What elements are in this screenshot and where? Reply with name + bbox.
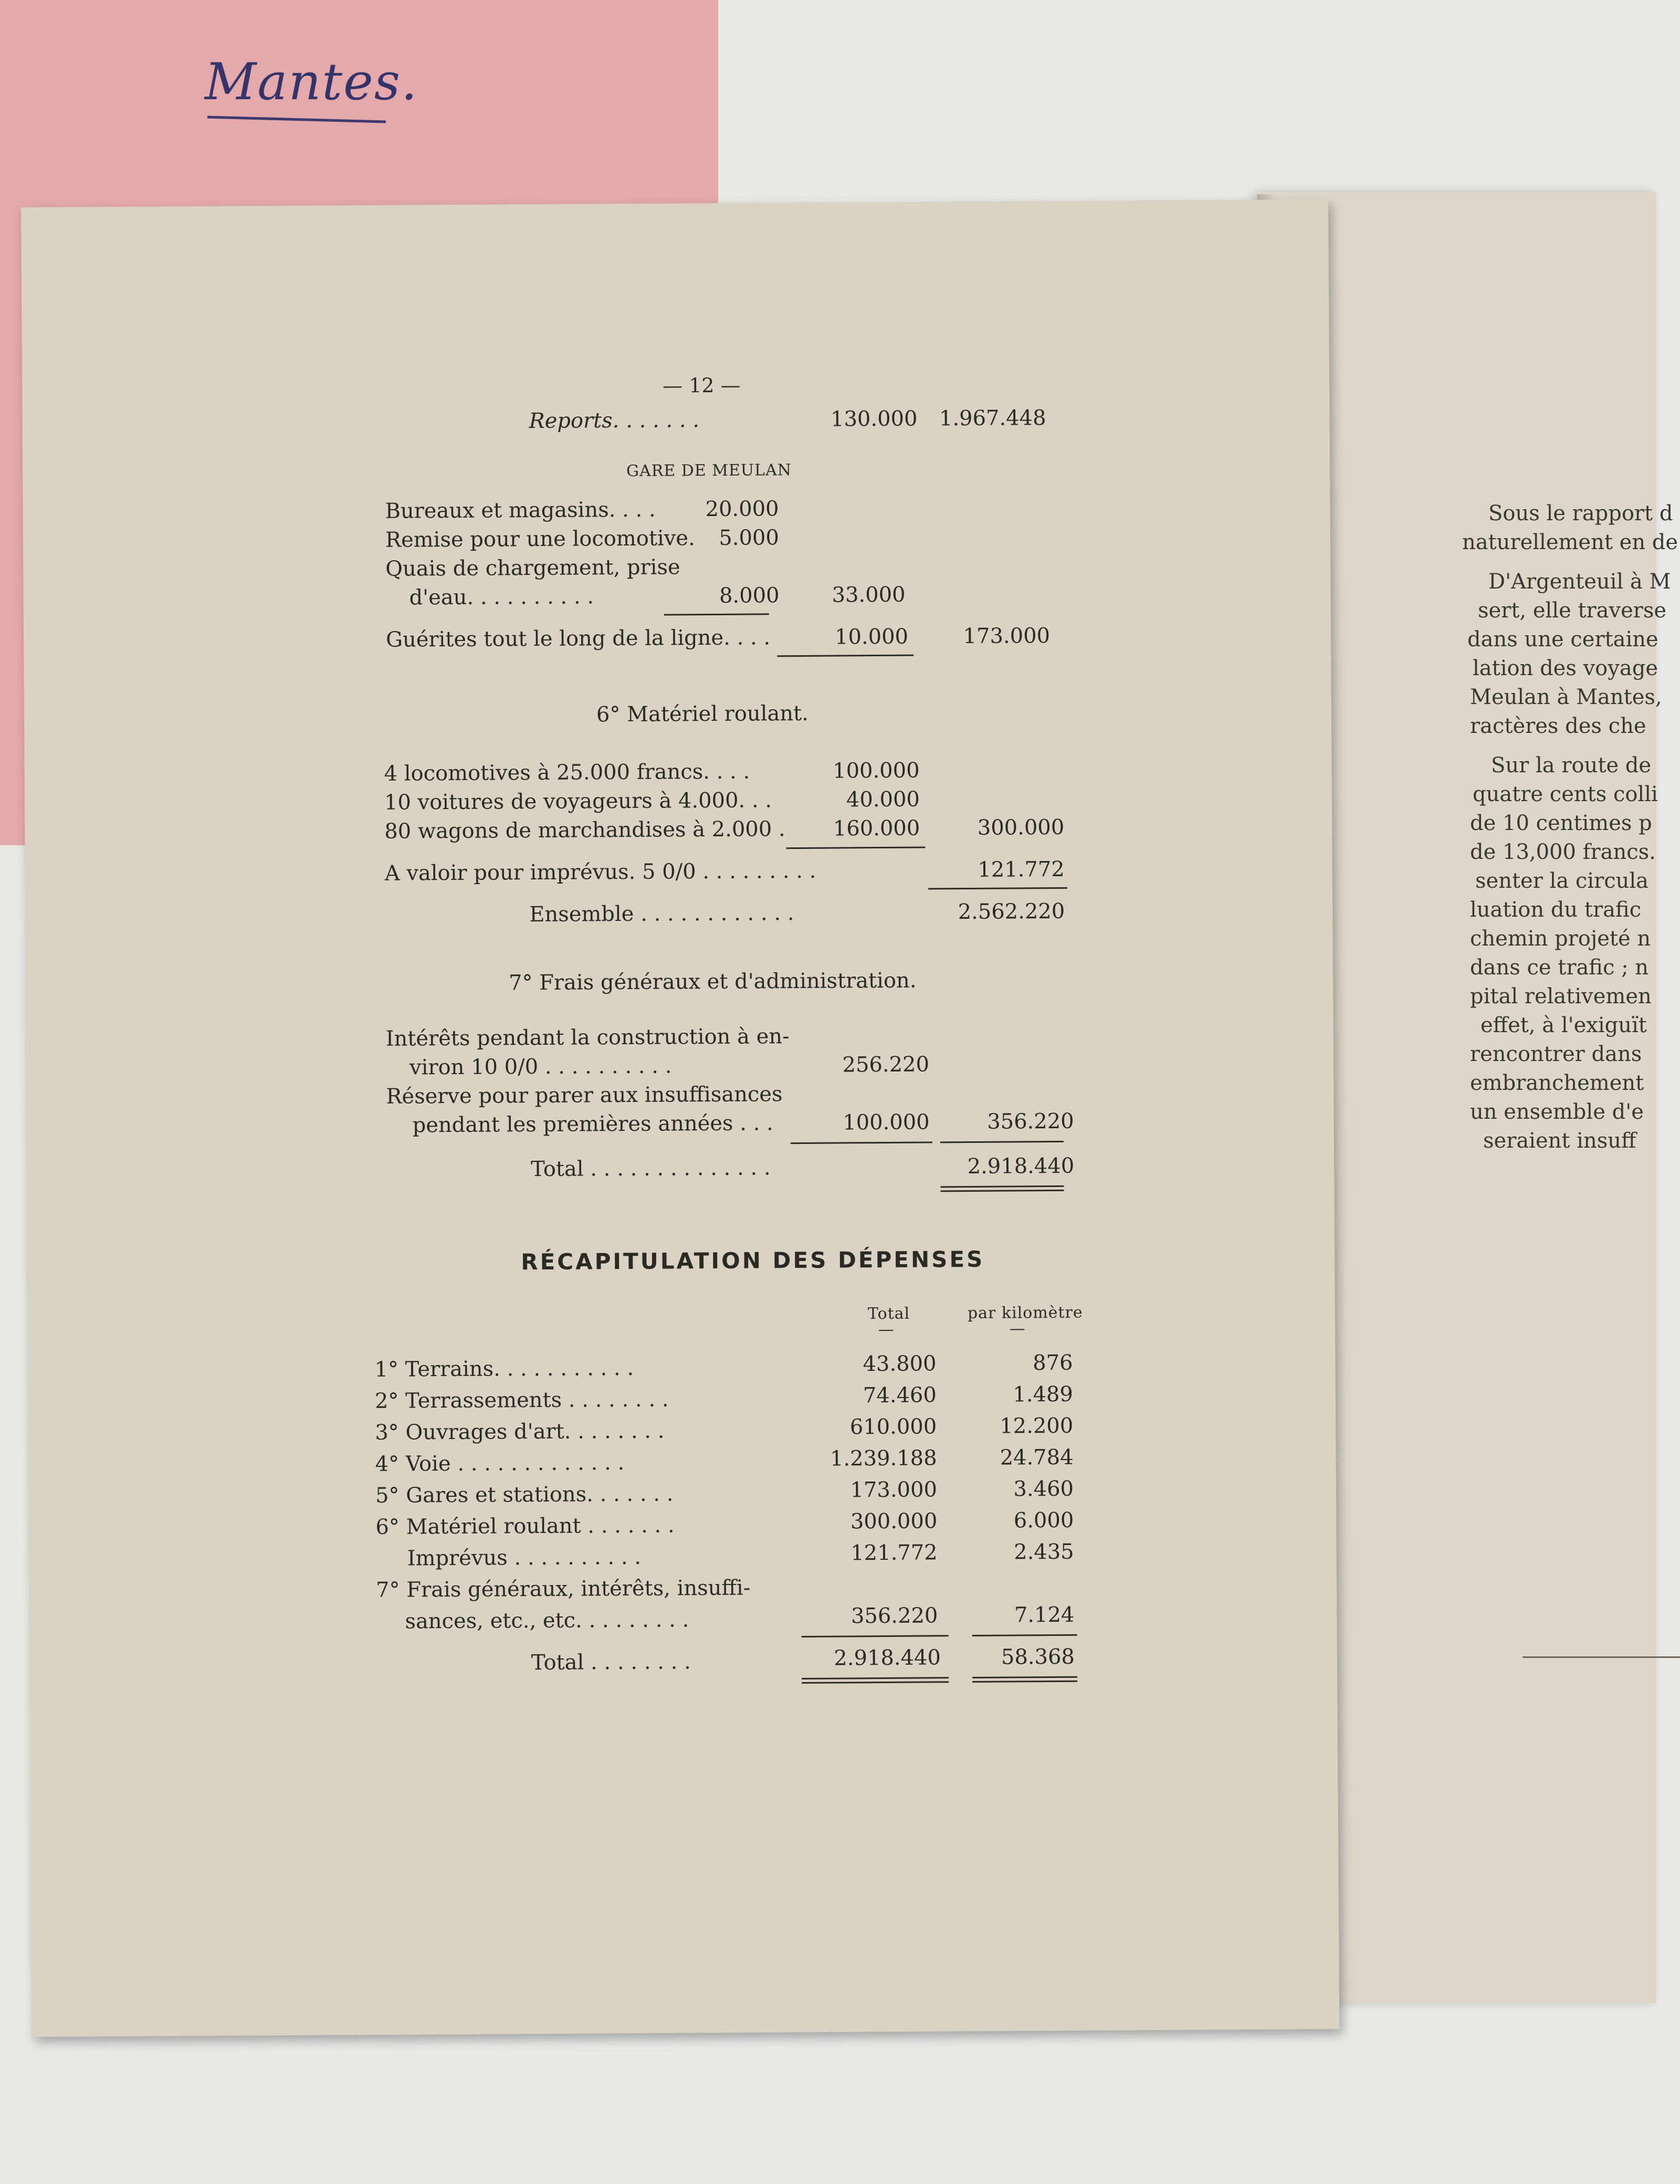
frais-rule-2	[940, 1141, 1064, 1143]
frais-title: 7° Frais généraux et d'administration.	[508, 968, 917, 995]
recap-col-total-dash: —	[878, 1320, 895, 1339]
recap-row-label: 5° Gares et stations. . . . . . .	[375, 1482, 674, 1508]
reports-value-2: 1.967.448	[939, 406, 1046, 431]
frais-reserve-label-2: pendant les premières années . . .	[412, 1111, 773, 1138]
recap-row-label: Imprévus . . . . . . . . . .	[407, 1545, 642, 1571]
ensemble-value: 2.562.220	[958, 899, 1065, 925]
recap-col-km-dash: —	[1009, 1319, 1026, 1338]
gare-title: GARE DE MEULAN	[626, 461, 792, 480]
recap-row-km: 24.784	[1000, 1445, 1074, 1470]
right-page-line: seraient insuff	[1483, 1129, 1636, 1153]
recap-row-label: 2° Terrassements . . . . . . . .	[374, 1387, 669, 1413]
recap-rule-total	[802, 1635, 949, 1637]
left-page	[21, 200, 1339, 2037]
right-page-line: de 13,000 francs.	[1470, 840, 1656, 864]
frais-total-double-rule	[940, 1185, 1064, 1192]
frais-reserve-subtotal: 356.220	[987, 1109, 1074, 1134]
recap-row-total: 74.460	[863, 1383, 937, 1408]
handwritten-note: Mantes.	[205, 52, 418, 111]
right-page-line: D'Argenteuil à M	[1488, 570, 1671, 594]
reports-value-1: 130.000	[830, 406, 918, 432]
materiel-item-label: 80 wagons de marchandises à 2.000 .	[384, 817, 785, 844]
recap-title: RÉCAPITULATION DES DÉPENSES	[521, 1246, 985, 1275]
page-number: — 12 —	[662, 373, 741, 397]
frais-interets-label: Intérêts pendant la construction à en-	[385, 1024, 790, 1051]
materiel-title: 6° Matériel roulant.	[596, 701, 809, 727]
materiel-item-value: 40.000	[846, 787, 920, 812]
recap-row-label: 4° Voie . . . . . . . . . . . . .	[375, 1451, 625, 1476]
materiel-item-value: 100.000	[833, 758, 920, 783]
right-page-line: chemin projeté n	[1470, 927, 1651, 951]
frais-reserve-value: 100.000	[843, 1110, 930, 1135]
imprevus-label: A valoir pour imprévus. 5 0/0 . . . . . . . . .	[384, 858, 816, 886]
imprevus-rule	[928, 887, 1067, 890]
recap-row-km: 3.460	[1013, 1476, 1074, 1502]
right-page-line: sert, elle traverse	[1478, 598, 1667, 623]
recap-row-total: 356.220	[850, 1603, 938, 1629]
recap-total-double-rule	[802, 1677, 949, 1684]
right-page-line: Meulan à Mantes,	[1470, 685, 1662, 709]
right-page-line: Sur la route de	[1491, 753, 1652, 778]
recap-row-total: 1.239.188	[830, 1446, 937, 1471]
recap-km-double-rule	[972, 1676, 1077, 1683]
right-page-line: ractères des che	[1470, 714, 1646, 738]
right-page-line: luation du trafic	[1470, 898, 1642, 922]
materiel-rule	[786, 847, 925, 849]
frais-total-label: Total . . . . . . . . . . . . . .	[531, 1156, 771, 1182]
recap-row-total: 121.772	[850, 1540, 938, 1566]
gare-subtotal: 33.000	[832, 582, 906, 607]
guerites-value: 10.000	[834, 624, 909, 649]
right-page-rule	[1522, 1656, 1680, 1658]
right-page-line: embranchement	[1470, 1071, 1644, 1095]
materiel-item-label: 10 voitures de voyageurs à 4.000. . .	[384, 788, 772, 815]
right-page-line: naturellement en de	[1462, 530, 1678, 554]
gare-item-label: d'eau. . . . . . . . . .	[409, 584, 594, 610]
guerites-rule	[777, 655, 914, 657]
recap-row-label: 7° Frais généraux, intérêts, insuffi-	[375, 1576, 751, 1602]
reports-label: Reports. . . . . . .	[529, 408, 700, 434]
recap-total-total: 2.918.440	[834, 1645, 941, 1671]
materiel-item-label: 4 locomotives à 25.000 francs. . . .	[384, 759, 750, 786]
recap-col-total: Total	[867, 1304, 910, 1324]
recap-col-km: par kilomètre	[967, 1303, 1083, 1323]
right-page-line: quatre cents colli	[1473, 782, 1658, 806]
frais-interets-label-2: viron 10 0/0 . . . . . . . . . .	[409, 1054, 672, 1080]
recap-row-km: 2.435	[1014, 1539, 1074, 1564]
recap-row-km: 1.489	[1013, 1382, 1073, 1407]
right-page-line: de 10 centimes p	[1470, 811, 1652, 835]
gare-item-label: Remise pour une locomotive.	[385, 526, 695, 552]
right-page-line: senter la circula	[1475, 869, 1649, 893]
right-page-line: dans une certaine	[1467, 627, 1658, 652]
frais-reserve-label: Réserve pour parer aux insuffisances	[386, 1082, 783, 1109]
gare-item-value: 20.000	[705, 497, 779, 522]
frais-interets-value: 256.220	[842, 1052, 930, 1077]
recap-rule-km	[972, 1634, 1077, 1636]
recap-row-label: 6° Matériel roulant . . . . . . .	[375, 1513, 675, 1539]
right-page-line: un ensemble d'e	[1470, 1100, 1644, 1124]
recap-row-km: 6.000	[1013, 1508, 1074, 1533]
guerites-label: Guérites tout le long de la ligne. . . .	[385, 625, 771, 652]
recap-row-km: 876	[1032, 1350, 1073, 1376]
gare-rule	[664, 613, 769, 615]
right-page-line: effet, à l'exiguït	[1480, 1013, 1647, 1037]
right-page-line: rencontrer dans	[1470, 1042, 1642, 1066]
ensemble-label: Ensemble . . . . . . . . . . . .	[529, 901, 794, 927]
frais-total-value: 2.918.440	[967, 1153, 1075, 1179]
recap-row-total: 173.000	[850, 1477, 938, 1503]
frais-rule-1	[791, 1141, 932, 1144]
guerites-total: 173.000	[963, 624, 1051, 649]
right-page-line: Sous le rapport d	[1488, 501, 1673, 526]
recap-row-label: 1° Terrains. . . . . . . . . . .	[374, 1356, 634, 1382]
handwriting-underline	[207, 116, 386, 123]
gare-item-label: Quais de chargement, prise	[385, 555, 680, 581]
recap-row-label: sances, etc., etc. . . . . . . . .	[405, 1608, 689, 1634]
gare-item-value: 8.000	[719, 583, 780, 608]
recap-row-km: 7.124	[1014, 1602, 1075, 1628]
recap-row-total: 300.000	[850, 1509, 938, 1534]
imprevus-value: 121.772	[978, 857, 1065, 882]
materiel-item-value: 160.000	[833, 816, 920, 841]
recap-total-km: 58.368	[1001, 1644, 1075, 1670]
recap-row-km: 12.200	[1000, 1413, 1074, 1438]
right-page-line: lation des voyage	[1473, 656, 1658, 680]
gare-item-value: 5.000	[719, 526, 780, 550]
gare-item-label: Bureaux et magasins. . . .	[385, 497, 656, 523]
materiel-subtotal: 300.000	[977, 815, 1065, 840]
recap-total-label: Total . . . . . . . .	[531, 1650, 691, 1675]
recap-row-label: 3° Ouvrages d'art. . . . . . . .	[375, 1419, 665, 1445]
right-page-line: pital relativemen	[1470, 984, 1652, 1009]
recap-row-total: 43.800	[863, 1351, 937, 1377]
right-page-line: dans ce trafic ; n	[1470, 956, 1649, 980]
recap-row-total: 610.000	[849, 1414, 937, 1440]
